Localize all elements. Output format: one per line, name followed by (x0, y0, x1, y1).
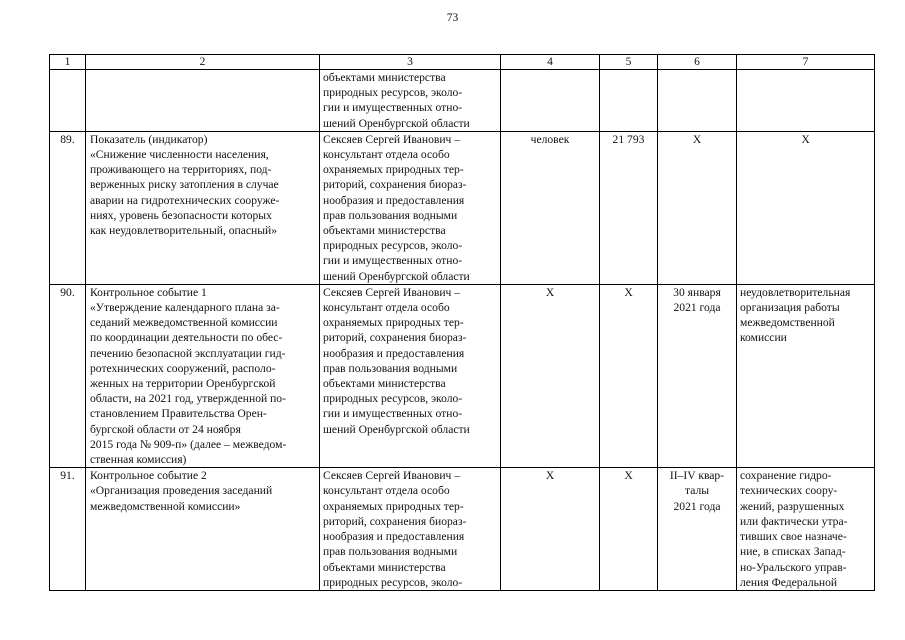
responsible-cell-line: риторий, сохранения биораз- (323, 331, 467, 345)
result-cell-line: или фактически утра- (740, 514, 848, 528)
header-cell: 1 (50, 55, 86, 70)
responsible-cell-line: гии и имущественных отно- (323, 254, 463, 268)
result-cell (737, 70, 875, 132)
responsible-cell-line: объектами министерства (323, 224, 446, 238)
responsible-cell (320, 70, 501, 132)
indicator-cell-line: Контрольное событие 1 (90, 285, 207, 299)
period-cell (658, 70, 737, 132)
indicator-cell-line: проживающего на территориях, под- (90, 163, 272, 177)
responsible-cell-line: природных ресурсов, эколо- (323, 392, 463, 406)
result-cell-line: ние, в списках Запад- (740, 545, 846, 559)
result-cell-line: организация работы (740, 301, 840, 315)
indicator-cell (86, 284, 320, 467)
result-cell-line: неудовлетворительная (740, 285, 851, 299)
header-cell: 7 (737, 55, 875, 70)
indicator-cell-line: по координации деятельности по обес- (90, 331, 283, 345)
period-cell (658, 284, 737, 467)
result-cell-line: но-Уральского управ- (740, 560, 847, 574)
period-cell-line: Х (692, 132, 702, 146)
row-number: 91. (50, 468, 86, 591)
value-cell: Х (600, 284, 658, 467)
header-cell: 5 (600, 55, 658, 70)
indicator-cell (86, 131, 320, 284)
responsible-cell-line: природных ресурсов, эколо- (323, 575, 463, 589)
responsible-cell-line: консультант отдела особо (323, 148, 450, 162)
indicator-cell-line: женных на территории Оренбургской (90, 377, 276, 391)
responsible-cell-line: нообразия и предоставления (323, 193, 465, 207)
responsible-cell-line: Сексяев Сергей Иванович – (323, 285, 461, 299)
indicator-cell-line: «Снижение численности населения, (90, 148, 269, 162)
responsible-cell-line: охраняемых природных тер- (323, 499, 464, 513)
row-number: 89. (50, 131, 86, 284)
responsible-cell-line: консультант отдела особо (323, 484, 450, 498)
responsible-cell-line: гии и имущественных отно- (323, 407, 463, 421)
period-cell-line: II–IV квар- (669, 469, 725, 483)
responsible-cell-line: объектами министерства (323, 560, 446, 574)
indicator-cell (86, 468, 320, 591)
period-cell (658, 131, 737, 284)
indicator-cell (86, 70, 320, 132)
result-cell (737, 284, 875, 467)
value-cell (600, 70, 658, 132)
period-cell-line: 2021 года (673, 301, 721, 315)
header-cell: 6 (658, 55, 737, 70)
result-cell-line: Х (801, 132, 810, 146)
indicator-cell-line: аварии на гидротехнических сооруже- (90, 193, 280, 207)
responsible-cell-line: природных ресурсов, эколо- (323, 239, 463, 253)
row-number (50, 70, 86, 132)
responsible-cell-line: Сексяев Сергей Иванович – (323, 132, 461, 146)
indicator-cell-line: межведомственной комиссии» (90, 499, 241, 513)
indicator-cell-line: «Организация проведения заседаний (90, 484, 273, 498)
responsible-cell-line: нообразия и предоставления (323, 346, 465, 360)
indicator-cell-line: 2015 года № 909-п» (далее – межведом- (90, 437, 287, 451)
indicator-cell-line: верженных риску затопления в случае (90, 178, 279, 192)
responsible-cell (320, 284, 501, 467)
result-cell-line: межведомственной (740, 316, 835, 330)
result-cell-line: сохранение гидро- (740, 469, 832, 483)
indicator-cell-line: как неудовлетворительный, опасный» (90, 224, 278, 238)
responsible-cell-line: охраняемых природных тер- (323, 316, 464, 330)
indicator-cell-line: «Утверждение календарного плана за- (90, 301, 280, 315)
plan-table (49, 54, 875, 591)
result-cell (737, 131, 875, 284)
indicator-cell-line: ротехнических сооружений, располо- (90, 361, 276, 375)
responsible-cell-line: объектами министерства (323, 377, 446, 391)
responsible-cell-line: природных ресурсов, эколо- (323, 86, 463, 100)
result-cell-line: технических соору- (740, 484, 838, 498)
value-cell: 21 793 (600, 131, 658, 284)
unit-cell: Х (501, 284, 600, 467)
header-row (50, 55, 875, 70)
responsible-cell (320, 468, 501, 591)
indicator-cell-line: бургской области от 24 ноября (90, 422, 241, 436)
indicator-cell-line: Показатель (индикатор) (90, 132, 208, 146)
row-number: 90. (50, 284, 86, 467)
indicator-cell-line: ственная комиссия) (90, 453, 187, 467)
indicator-cell-line: печению безопасной эксплуатации гид- (90, 346, 286, 360)
header-cell: 2 (86, 55, 320, 70)
unit-cell: человек (501, 131, 600, 284)
header-cell: 4 (501, 55, 600, 70)
indicator-cell-line: становлением Правительства Орен- (90, 407, 267, 421)
table-row (50, 468, 875, 591)
indicator-cell-line: Контрольное событие 2 (90, 469, 207, 483)
period-cell-line: 2021 года (673, 499, 721, 513)
unit-cell (501, 70, 600, 132)
responsible-cell-line: шений Оренбургской области (323, 422, 470, 436)
result-cell-line: комиссии (740, 331, 787, 345)
responsible-cell-line: прав пользования водными (323, 208, 458, 222)
responsible-cell-line: шений Оренбургской области (323, 116, 470, 130)
indicator-cell-line: ниях, уровень безопасности которых (90, 208, 272, 222)
period-cell-line: талы (684, 484, 710, 498)
header-cell: 3 (320, 55, 501, 70)
responsible-cell-line: охраняемых природных тер- (323, 163, 464, 177)
responsible-cell-line: прав пользования водными (323, 361, 458, 375)
responsible-cell-line: шений Оренбургской области (323, 269, 470, 283)
page-number: 73 (446, 12, 459, 24)
responsible-cell-line: консультант отдела особо (323, 301, 450, 315)
table-row (50, 284, 875, 467)
unit-cell: Х (501, 468, 600, 591)
responsible-cell (320, 131, 501, 284)
responsible-cell-line: нообразия и предоставления (323, 530, 465, 544)
responsible-cell-line: риторий, сохранения биораз- (323, 514, 467, 528)
value-cell: Х (600, 468, 658, 591)
period-cell-line: 30 января (673, 285, 721, 299)
table-row (50, 70, 875, 132)
responsible-cell-line: Сексяев Сергей Иванович – (323, 469, 461, 483)
result-cell (737, 468, 875, 591)
indicator-cell-line: седаний межведомственной комиссии (90, 316, 278, 330)
responsible-cell-line: риторий, сохранения биораз- (323, 178, 467, 192)
period-cell (658, 468, 737, 591)
result-cell-line: тивших свое назначе- (740, 530, 847, 544)
responsible-cell-line: объектами министерства (323, 71, 446, 84)
indicator-cell-line: области, на 2021 год, утвержденной по- (90, 392, 286, 406)
result-cell-line: жений, разрушенных (740, 499, 845, 513)
responsible-cell-line: гии и имущественных отно- (323, 101, 463, 115)
result-cell-line: ления Федеральной (740, 575, 838, 589)
responsible-cell-line: прав пользования водными (323, 545, 458, 559)
table-row (50, 131, 875, 284)
